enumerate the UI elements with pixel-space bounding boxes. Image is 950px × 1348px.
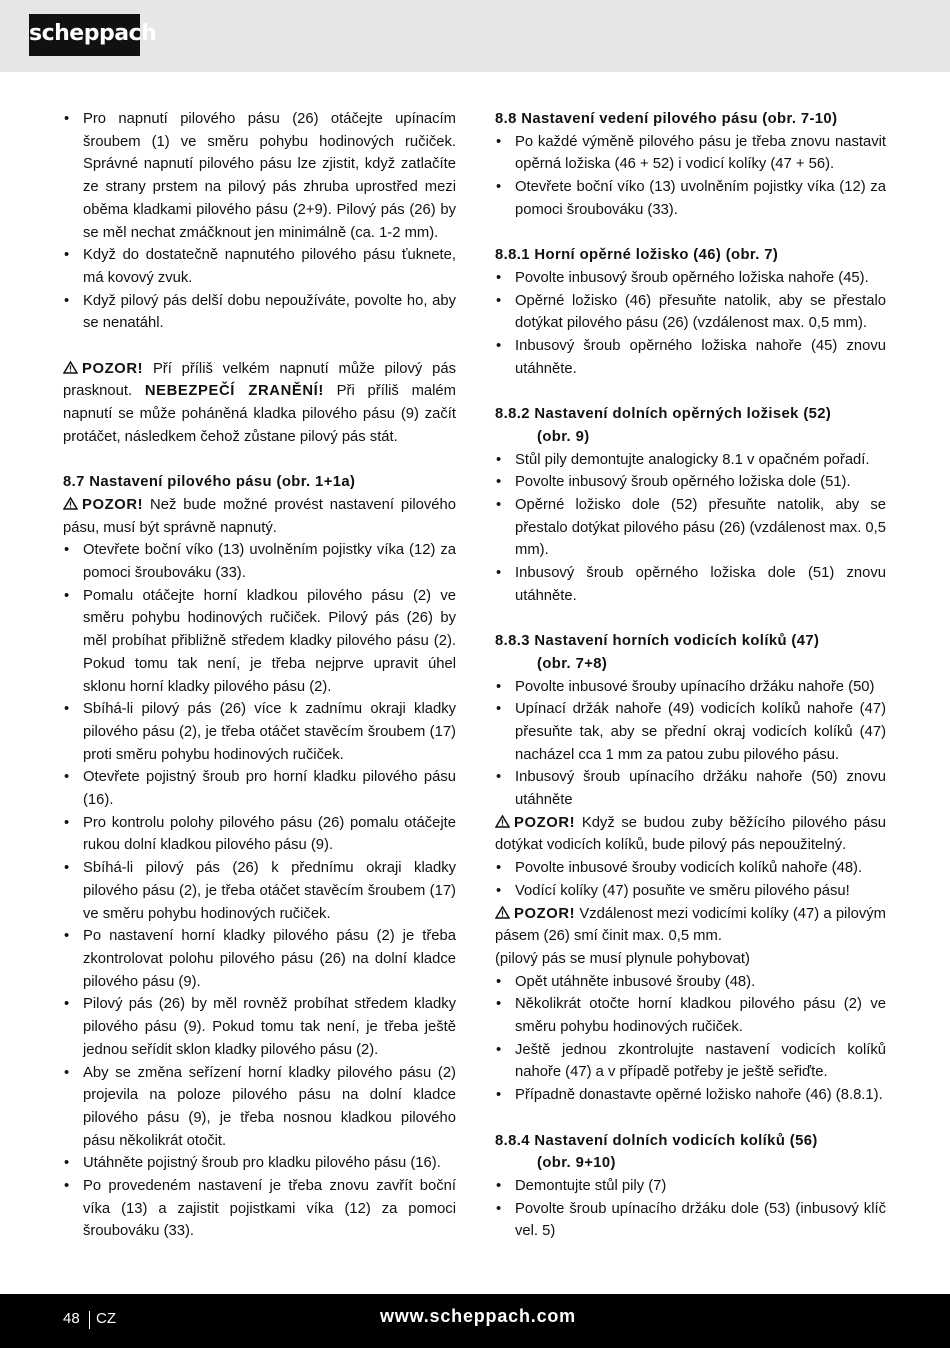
- list-item: • Inbusový šroub opěrného ložiska nahoře (45) znovu utáhněte.: [495, 335, 886, 380]
- list-item: • Sbíhá-li pilový pás (26) k přednímu okraji kladky pilového pásu (2), je třeba otáčet stavěcím šroubem (17) ve směru pohybu hodinových ručiček.: [63, 857, 456, 925]
- list-item: • Pro napnutí pilového pásu (26) otáčejte upínacím šroubem (1) ve směru pohybu hodinových ručiček. Správné napnutí pilového pásu lze zjistit, když zatlačíte ze strany prstem na pilový pás zhruba uprostřed mezi oběma kladkami pilového pásu (2+9). Pilový pás (26) by se měl nechat zmáčknout jen minimálně (ca. 1-2 mm).: [63, 108, 456, 244]
- section-8-8-3-warning: [495, 903, 886, 948]
- section-8-8-1-bullet-list: [495, 267, 886, 381]
- warning-text: Než bude možné provést nastavení pilového pásu, musí být správně napnutý.: [63, 496, 456, 536]
- section-8-8-bullet-list: [495, 131, 886, 222]
- list-item: • Povolte inbusové šrouby vodicích kolíků nahoře (48).: [495, 857, 886, 880]
- website-link[interactable]: www.scheppach.com: [380, 1306, 576, 1326]
- list-item: • Povolte šroub upínacího držáku dole (53) (inbusový klíč vel. 5): [495, 1198, 886, 1243]
- list-item: • Po každé výměně pilového pásu je třeba znovu nastavit opěrná ložiska (46 + 52) i vodicí kolíky (47 + 56).: [495, 131, 886, 176]
- heading-line: 8.8.2 Nastavení dolních opěrných ložisek (52): [495, 406, 832, 423]
- section-heading-8-8-2: [495, 403, 886, 448]
- list-item: • Případně donastavte opěrné ložisko nahoře (46) (8.8.1).: [495, 1084, 886, 1107]
- right-column: [495, 108, 886, 1243]
- section-heading-8-7: 8.7 Nastavení pilového pásu (obr. 1+1a): [63, 474, 356, 491]
- section-heading-8-8-3: [495, 630, 886, 675]
- list-item: • Opěrné ložisko dole (52) přesuňte natolik, aby se přestalo dotýkat pilového pásu (26) (vzdálenost max. 0,5 mm).: [495, 494, 886, 562]
- list-item: • Upínací držák nahoře (49) vodicích kolíků nahoře (47) přesuňte tak, aby se přední okraj vodicích kolíků (47) nacházel cca 1 mm za patou zubu pilového pásu.: [495, 698, 886, 766]
- warning-triangle-icon: [63, 361, 78, 374]
- left-column: [63, 108, 456, 1243]
- list-item: • Otevřete boční víko (13) uvolněním pojistky víka (12) za pomoci šroubováku (33).: [63, 539, 456, 584]
- list-item: • Povolte inbusový šroub opěrného ložiska dole (51).: [495, 471, 886, 494]
- heading-figure-ref: (obr. 9): [537, 428, 590, 445]
- list-item: • Když do dostatečně napnutého pilového pásu ťuknete, má kovový zvuk.: [63, 244, 456, 289]
- list-item: • Inbusový šroub upínacího držáku nahoře (50) znovu utáhněte: [495, 766, 886, 811]
- warning-label: POZOR!: [82, 360, 144, 377]
- footer-divider: [89, 1311, 90, 1329]
- list-item: • Povolte inbusové šrouby upínacího držáku nahoře (50): [495, 676, 886, 699]
- section-8-7-warning: [63, 494, 456, 539]
- list-item: • Sbíhá-li pilový pás (26) více k zadnímu okraji kladky pilového pásu (2), je třeba otáčet stavěcím šroubem (17) proti směru pohybu hodinových ručiček.: [63, 698, 456, 766]
- heading-figure-ref: (obr. 7+8): [537, 655, 608, 672]
- list-item: • Otevřete pojistný šroub pro horní kladku pilového pásu (16).: [63, 766, 456, 811]
- section-heading-8-8-1: 8.8.1 Horní opěrné ložisko (46) (obr. 7): [495, 247, 779, 264]
- list-item: • Opěrné ložisko (46) přesuňte natolik, aby se přestalo dotýkat pilového pásu (26) (vzdálenost max. 0,5 mm).: [495, 290, 886, 335]
- section-8-8-3-bullet-list: [495, 971, 886, 1107]
- list-item: • Po provedeném nastavení je třeba znovu zavřít boční víka (13) a zajistit pojistkami víka (12) za pomoci šroubováku (33).: [63, 1175, 456, 1243]
- heading-line: 8.8.4 Nastavení dolních vodicích kolíků (56): [495, 1132, 818, 1149]
- section-8-8-3-warning: [495, 812, 886, 857]
- warning-text: Když se budou zuby běžícího pilového pásu dotýkat vodicích kolíků, bude pilový pás nepoužitelný.: [495, 814, 886, 854]
- list-item: • Otevřete boční víko (13) uvolněním pojistky víka (12) za pomoci šroubováku (33).: [495, 176, 886, 221]
- list-item: • Vodící kolíky (47) posuňte ve směru pilového pásu!: [495, 880, 886, 903]
- page-footer: [0, 1294, 950, 1348]
- section-8-8-3-bullet-list: [495, 676, 886, 812]
- list-item: • Pilový pás (26) by měl rovněž probíhat středem kladky pilového pásu (9). Pokud tomu tak není, je třeba ještě jednou seřídit sklon kladky pilového pásu (2).: [63, 993, 456, 1061]
- language-code: CZ: [96, 1310, 116, 1327]
- list-item: • Pomalu otáčejte horní kladkou pilového pásu (2) ve směru pohybu hodinových ručiček. Pilový pás (26) by měl probíhat přibližně středem kladky pilového pásu (2). Pokud tomu tak není, je třeba nejprve upravit úhel sklonu horní kladky pilového pásu (2).: [63, 585, 456, 699]
- warning-text: Pří příliš velkém napnutí může pilový pás prasknout.: [63, 360, 456, 400]
- warning-text: Při příliš malém napnutí se může poháněná kladka pilového pásu (9) začít protáčet, následkem čehož zůstane pilový pás stát.: [63, 383, 456, 445]
- section-8-8-2-bullet-list: [495, 449, 886, 608]
- warning-label: POZOR!: [514, 905, 576, 922]
- page-number: 48: [63, 1310, 80, 1327]
- page-header: [0, 0, 950, 72]
- heading-figure-ref: (obr. 9+10): [537, 1155, 616, 1172]
- section-heading-8-8: 8.8 Nastavení vedení pilového pásu (obr. 7-10): [495, 111, 838, 127]
- list-item: • Ještě jednou zkontrolujte nastavení vodicích kolíků nahoře (47) a v případě potřeby je ještě seřiďte.: [495, 1039, 886, 1084]
- scheppach-logo: scheppach: [29, 14, 140, 56]
- tension-warning: [63, 358, 456, 449]
- section-8-7-bullet-list: [63, 539, 456, 1243]
- list-item: • Opět utáhněte inbusové šrouby (48).: [495, 971, 886, 994]
- list-item: • Utáhněte pojistný šroub pro kladku pilového pásu (16).: [63, 1152, 456, 1175]
- warning-label: POZOR!: [514, 814, 576, 831]
- warning-label: POZOR!: [82, 496, 144, 513]
- list-item: • Pro kontrolu polohy pilového pásu (26) pomalu otáčejte rukou dolní kladkou pilového pásu (9).: [63, 812, 456, 857]
- section-8-8-4-bullet-list: [495, 1175, 886, 1243]
- warning-triangle-icon: [63, 497, 78, 510]
- warning-text: Vzdálenost mezi vodicími kolíky (47) a pilovým pásem (26) smí činit max. 0,5 mm.: [495, 905, 886, 945]
- heading-line: 8.8.3 Nastavení horních vodicích kolíků (47): [495, 633, 820, 650]
- list-item: • Povolte inbusový šroub opěrného ložiska nahoře (45).: [495, 267, 886, 290]
- danger-label: NEBEZPEČÍ ZRANĚNÍ!: [144, 383, 324, 400]
- section-8-8-3-bullet-list: [495, 857, 886, 902]
- tension-bullet-list: [63, 108, 456, 335]
- list-item: • Po nastavení horní kladky pilového pásu (2) je třeba zkontrolovat polohu pilového pásu (26) na dolní kladce pilového pásu (9).: [63, 925, 456, 993]
- list-item: • Stůl pily demontujte analogicky 8.1 v opačném pořadí.: [495, 449, 886, 472]
- list-item: • Aby se změna seřízení horní kladky pilového pásu (2) projevila na poloze pilového pásu na dolní kladce pilového pásu (9), je třeba nosnou kladkou pilového pásu několikrát otočit.: [63, 1062, 456, 1153]
- section-heading-8-8-4: [495, 1130, 886, 1175]
- list-item: • Demontujte stůl pily (7): [495, 1175, 886, 1198]
- list-item: • Když pilový pás delší dobu nepoužíváte, povolte ho, aby se nenatáhl.: [63, 290, 456, 335]
- list-item: • Inbusový šroub opěrného ložiska dole (51) znovu utáhněte.: [495, 562, 886, 607]
- warning-triangle-icon: [495, 815, 510, 828]
- section-8-8-3-note: (pilový pás se musí plynule pohybovat): [495, 950, 750, 967]
- warning-triangle-icon: [495, 906, 510, 919]
- list-item: • Několikrát otočte horní kladkou pilového pásu (2) ve směru pohybu hodinových ručiček.: [495, 993, 886, 1038]
